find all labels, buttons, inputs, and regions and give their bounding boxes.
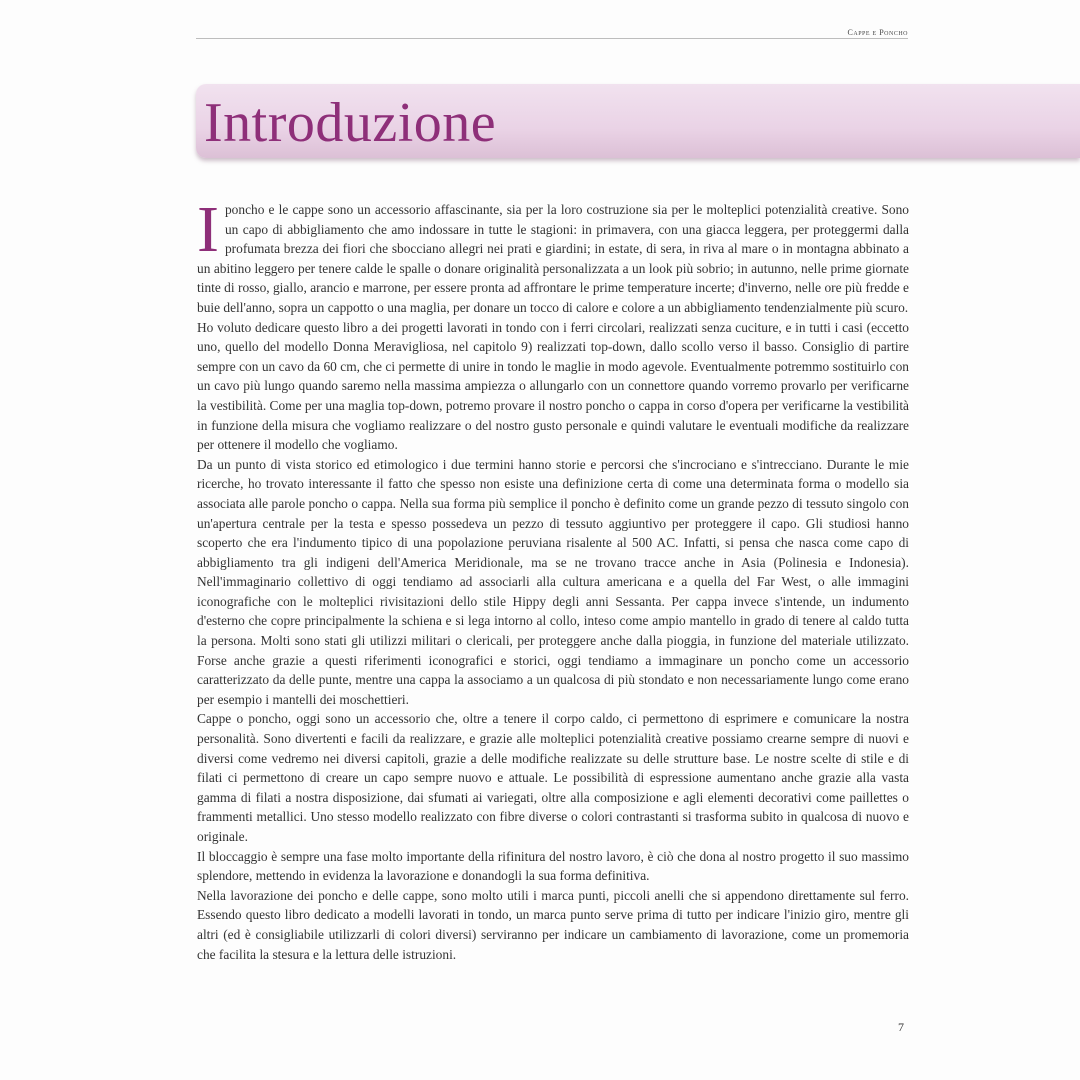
paragraph-1 <box>197 193 909 318</box>
paragraph-1-text: poncho e le cappe sono un accessorio affascinante, sia per la loro costruzione sia per le molteplici potenzialità creative. Sono un capo di abbigliamento che amo indossare in tutte le stagioni: in primavera, con una giacca leggera, per proteggermi dalla profumata brezza dei fiori che sbocciano allegri nei prati e giardini; in estate, di sera, in riva al mare o in montagna abbinato a un abitino leggero per tenere calde le spalle o donare originalità personalizzata a un look più sobrio; in autunno, nelle prime giornate tinte di rosso, giallo, arancio e marrone, per essere pronta ad affrontare le prime temperature incerte; d'inverno, nelle ore più fredde e buie dell'anno, sopra un cappotto o una maglia, per donare un tocco di calore e colore a un abbigliamento tendenzialmente più scuro. <box>197 202 909 315</box>
body-text <box>197 193 909 964</box>
paragraph-2: Ho voluto dedicare questo libro a dei progetti lavorati in tondo con i ferri circolari, realizzati senza cuciture, e in tutti i casi (eccetto uno, quello del modello Donna Meravigliosa, nel capitolo 9) realizzati top-down, dallo scollo verso il basso. Consiglio di partire sempre con un cavo da 60 cm, che ci permette di unire in tondo le maglie in modo agevole. Eventualmente potremmo sostituirlo con un cavo più lungo quando saremo nella massima ampiezza o allungarlo con un connettore quando vorremo provarlo per verificarne la vestibilità. Come per una maglia top-down, potremo provare il nostro poncho o cappa in corso d'opera per verificarne la vestibilità in funzione della misura che vogliamo realizzare o del nostro gusto personale e quindi valutare le eventuali modifiche da realizzare per ottenere il modello che vogliamo. <box>197 319 909 453</box>
paragraph-5: Il bloccaggio è sempre una fase molto importante della rifinitura del nostro lavoro, è ciò che dona al nostro progetto il suo massimo splendore, mettendo in evidenza la lavorazione e donandogli la sua forma definitiva. <box>197 848 909 884</box>
drop-cap: I <box>197 193 219 266</box>
paragraph-4: Cappe o poncho, oggi sono un accessorio che, oltre a tenere il corpo caldo, ci permettono di esprimere e comunicare la nostra personalità. Sono divertenti e facili da realizzare, e grazie alle molteplici potenzialità creative possiamo crearne sempre di nuovi e diversi come vedremo nei diversi capitoli, grazie a delle modifiche realizzate su delle strutture base. Le nostre scelte di stile e di filati ci permettono di creare un capo sempre nuovo e attuale. Le possibilità di espressione aumentano anche grazie alla vasta gamma di filati a nostra disposizione, dai sfumati ai variegati, oltre alla composizione e agli elementi decorativi come paillettes o frammenti metallici. Uno stesso modello realizzato con fibre diverse o colori contrastanti si trasforma subito in qualcosa di nuovo e originale. <box>197 711 909 844</box>
paragraph-3: Da un punto di vista storico ed etimologico i due termini hanno storie e percorsi che s'incrociano e s'intrecciano. Durante le mie ricerche, ho trovato interessante il fatto che spesso non esiste una definizione certa di come una determinata forma o modello sia associata alle parole poncho o cappa. Nella sua forma più semplice il poncho è definito come un grande pezzo di tessuto singolo con un'apertura centrale per la testa e spesso possedeva un pezzo di tessuto aggiuntivo per proteggere il capo. Gli studiosi hanno scoperto che era l'indumento tipico di una popolazione peruviana risalente al 500 AC. Infatti, si pensa che nasca come capo di abbigliamento tra gli indigeni dell'America Meridionale, ma se ne trovano tracce anche in Asia (Polinesia e Indonesia). Nell'immaginario collettivo di oggi tendiamo ad associarli alla cultura americana e a quella del Far West, o alle immagini iconografiche con le molteplici rivisitazioni dello stile Hippy degli anni Sessanta. Per cappa invece s'intende, un indumento d'esterno che copre principalmente la schiena e si lega intorno al collo, inteso come ampio mantello in grado di tenere al caldo tutta la persona. Molti sono stati gli utilizzi militari o clericali, per proteggere anche dalla pioggia, in funzione del materiale utilizzato. Forse anche grazie a questi riferimenti iconografici e storici, oggi tendiamo a immaginare un poncho come un accessorio caratterizzato da delle punte, mentre una cappa la associamo a un qualcosa di più stondato e non necessariamente lungo come erano per esempio i mantelli dei moschettieri. <box>197 456 909 707</box>
page-number: 7 <box>898 1020 904 1034</box>
header-rule <box>196 38 908 39</box>
paragraph-6: Nella lavorazione dei poncho e delle cappe, sono molto utili i marca punti, piccoli anelli che si appendono direttamente sul ferro. Essendo questo libro dedicato a modelli lavorati in tondo, un marca punto serve prima di tutto per indicare l'inizio giro, mentre gli altri (ed è consigliabile utilizzarli di colori diversi) serviranno per indicare un cambiamento di lavorazione, come un promemoria che facilita la stesura e la lettura delle istruzioni. <box>197 887 909 962</box>
page-title: Introduzione <box>204 92 497 154</box>
running-header: Cappe e Poncho <box>847 28 908 37</box>
